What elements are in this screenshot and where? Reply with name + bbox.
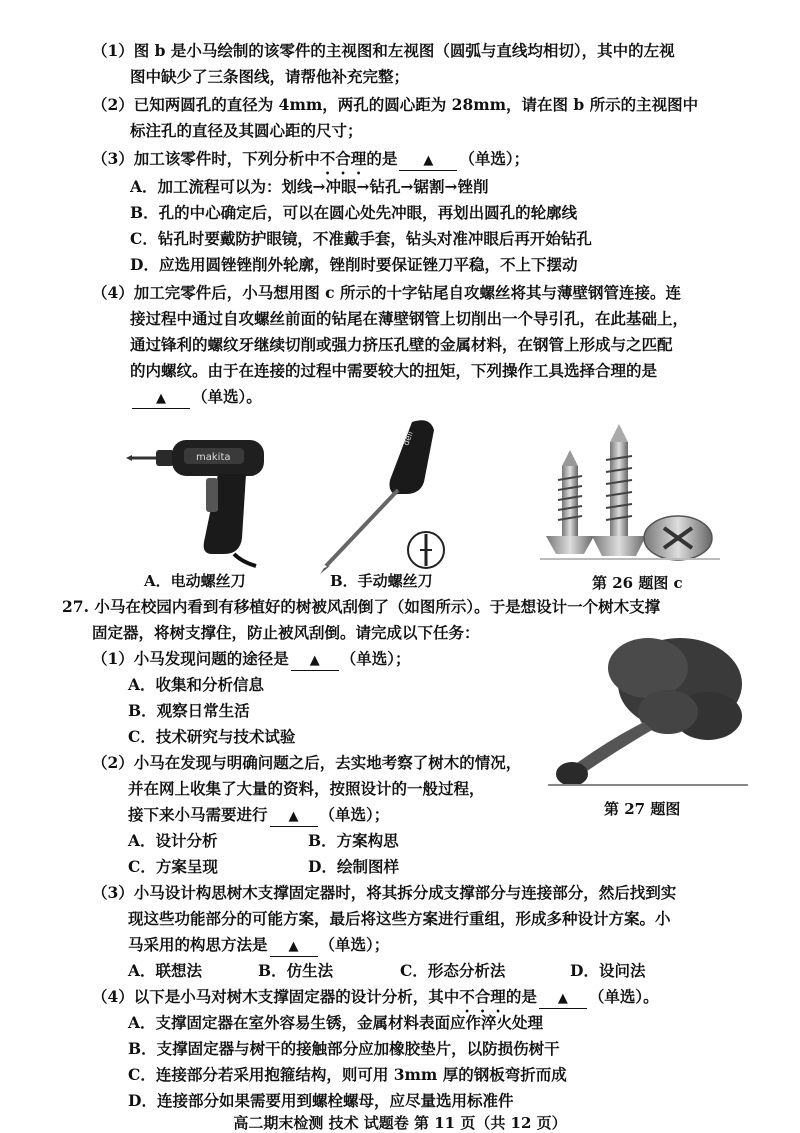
electric-screwdriver-icon	[126, 408, 276, 568]
q27-1-option-b: B．观察日常生活	[128, 701, 250, 720]
answer-blank[interactable]	[539, 988, 587, 1009]
q26-3-stem	[92, 148, 529, 178]
q26-3-option-d: D．应选用圆锉锉削外轮廓，锉削时要保证锉刀平稳，不上下摆动	[130, 255, 578, 274]
q27-3-line1: （3）小马设计构思树木支撑固定器时，将其拆分成支撑部分与连接部分，然后找到实	[92, 883, 677, 902]
page-footer: 高二期末检测 技术 试题卷 第 11 页（共 12 页）	[233, 1114, 567, 1132]
caption-figure-26c: 第 26 题图 c	[592, 574, 683, 592]
fallen-tree-icon	[548, 620, 748, 796]
triangle-mark-icon: ▲	[309, 653, 320, 668]
q26-3-stem-b: 的是	[366, 149, 398, 168]
caption-figure-27: 第 27 题图	[604, 800, 681, 818]
q27-3-line2: 现这些功能部分的可能方案，最后将这些方案进行重组，形成多种设计方案。小	[128, 909, 671, 928]
q27-2-option-a: A．设计分析	[128, 831, 218, 850]
q27-line1-text: 小马在校园内看到有移植好的树被风刮倒了（如图所示）。于是想设计一个树木支撑	[94, 597, 661, 616]
q26-3-option-a: A．加工流程可以为：划线→冲眼→钻孔→锯割→锉削	[130, 177, 489, 196]
caption-manual-screwdriver: B．手动螺丝刀	[330, 572, 433, 590]
q27-line1	[62, 596, 660, 618]
q26-3-stem-c: （单选）；	[459, 149, 530, 168]
q27-2-line3-b: （单选）；	[319, 805, 390, 824]
q26-1-line2: 图中缺少了三条图线，请帮他补充完整；	[130, 67, 410, 86]
q27-4-stem-emphasis: 不合理	[459, 987, 506, 1006]
q26-4-line5	[130, 386, 262, 409]
q27-2-option-c: C．方案呈现	[128, 857, 218, 876]
triangle-mark-icon: ▲	[288, 809, 299, 824]
q27-3-option-d: D．设问法	[570, 961, 646, 980]
q27-3-option-c: C．形态分析法	[400, 961, 506, 980]
q27-2-option-b: B．方案构思	[308, 831, 399, 850]
q27-1-option-c: C．技术研究与技术试验	[128, 727, 296, 746]
q27-4-stem-c: （单选）。	[588, 987, 659, 1006]
q27-3-line3	[128, 934, 389, 957]
q26-4-line3: 通过锋利的螺纹牙继续切削或强力挤压孔壁的金属材料，在钢管上形成与之匹配	[130, 335, 673, 354]
q27-1-stem	[92, 648, 411, 671]
triangle-mark-icon: ▲	[423, 153, 434, 168]
caption-electric-screwdriver: A．电动螺丝刀	[144, 572, 246, 590]
q26-3-option-b: B．孔的中心确定后，可以在圆心处先冲眼，再划出圆孔的轮廓线	[130, 203, 578, 222]
q27-1-stem-a: （1）小马发现问题的途径是	[92, 649, 289, 668]
q26-4-line2: 接过程中通过自攻螺丝前面的钻尾在薄壁钢管上切削出一个导引孔，在此基础上，	[130, 309, 689, 328]
manual-screwdriver-icon	[316, 416, 456, 576]
screwdriver-brand-label: deli	[401, 430, 415, 447]
q26-3-option-c: C．钻孔时要戴防护眼镜，不准戴手套，钻头对准冲眼后再开始钻孔	[130, 229, 592, 248]
triangle-mark-icon: ▲	[288, 939, 299, 954]
q26-4-line1: （4）加工完零件后，小马想用图 c 所示的十字钻尾自攻螺丝将其与薄壁钢管连接。连	[92, 283, 682, 302]
q26-3-stem-a: （3）加工该零件时，下列分析中	[92, 149, 320, 168]
triangle-mark-icon: ▲	[557, 991, 568, 1006]
answer-blank[interactable]	[132, 388, 190, 409]
q27-2-line1: （2）小马在发现与明确问题之后，去实地考察了树木的情况，	[92, 753, 522, 772]
q27-4-option-a: A．支撑固定器在室外容易生锈，金属材料表面应作淬火处理	[128, 1013, 544, 1032]
q27-1-stem-b: （单选）；	[340, 649, 411, 668]
q26-2-line1: （2）已知两圆孔的直径为 4mm，两孔的圆心距为 28mm，请在图 b 所示的主视图中	[92, 95, 699, 114]
q27-3-option-b: B．仿生法	[258, 961, 334, 980]
answer-blank[interactable]	[270, 936, 318, 957]
q27-3-option-a: A．联想法	[128, 961, 203, 980]
q26-4-line5-tail: （单选）。	[192, 387, 262, 406]
q27-1-option-a: A．收集和分析信息	[128, 675, 265, 694]
q26-3-stem-emphasis: 不合理	[319, 149, 367, 168]
q27-4-option-b: B．支撑固定器与树干的接触部分应加橡胶垫片，以防损伤树干	[128, 1039, 560, 1058]
answer-blank[interactable]	[399, 150, 457, 171]
q27-2-line2: 并在网上收集了大量的资料，按照设计的一般过程，	[128, 779, 485, 798]
answer-blank[interactable]	[270, 806, 318, 827]
q27-2-line3	[128, 804, 389, 827]
triangle-mark-icon: ▲	[156, 391, 166, 406]
q27-number: 27.	[62, 597, 89, 616]
q27-4-option-d: D．连接部分如果需要用到螺栓螺母，应尽量选用标准件	[128, 1091, 514, 1110]
self-tapping-screws-icon	[540, 420, 720, 570]
q27-2-option-d: D．绘制图样	[308, 857, 399, 876]
drill-brand-label: makita	[196, 452, 231, 463]
q27-4-option-c: C．连接部分若采用抱箍结构，则可用 3mm 厚的钢板弯折而成	[128, 1065, 567, 1084]
q27-4-stem-b: 的是	[505, 987, 537, 1006]
q26-4-line4: 的内螺纹。由于在连接的过程中需要较大的扭矩，下列操作工具选择合理的是	[130, 361, 658, 380]
q27-2-line3-a: 接下来小马需要进行	[128, 805, 268, 824]
q26-1-line1: （1）图 b 是小马绘制的该零件的主视图和左视图（圆弧与直线均相切），其中的左视	[92, 41, 675, 60]
q27-3-line3-a: 马采用的构思方法是	[128, 935, 268, 954]
q27-3-line3-b: （单选）；	[319, 935, 390, 954]
q27-line2: 固定器，将树支撑住，防止被风刮倒。请完成以下任务：	[92, 623, 480, 642]
q27-4-stem-a: （4）以下是小马对树木支撑固定器的设计分析，其中	[92, 987, 460, 1006]
answer-blank[interactable]	[291, 650, 339, 671]
q26-2-line2: 标注孔的直径及其圆心距的尺寸；	[130, 121, 363, 140]
